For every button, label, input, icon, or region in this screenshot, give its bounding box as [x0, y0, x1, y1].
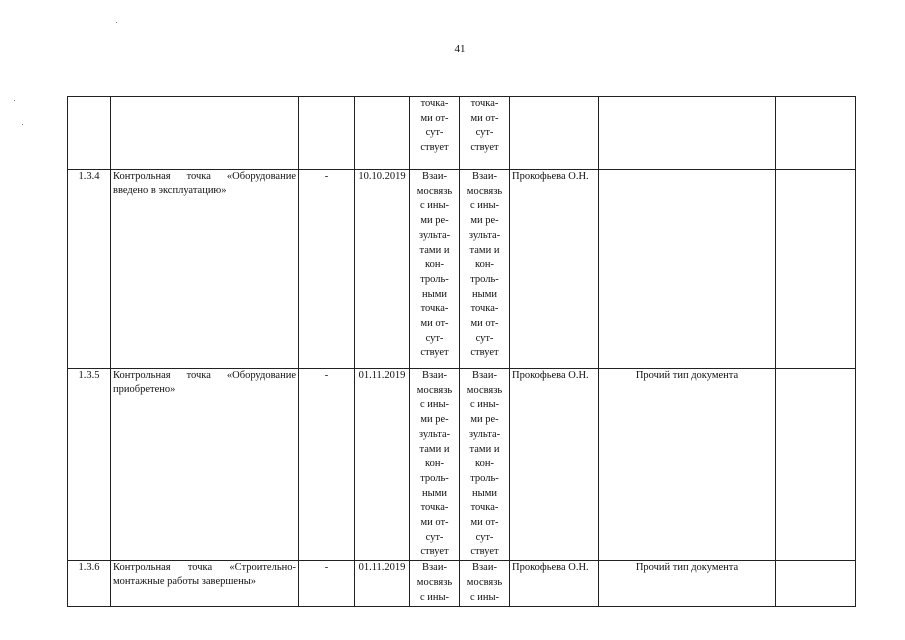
cell-line: троль- [420, 472, 449, 484]
cell-line: ми от- [470, 517, 499, 529]
dash-cell [299, 97, 355, 170]
cell-line: троль- [470, 472, 499, 484]
cell-line: сут- [425, 127, 444, 139]
responsible-cell: Прокофьева О.Н. [510, 369, 599, 561]
relation-cell-a [410, 369, 460, 561]
cell-line: ными [422, 288, 447, 300]
row-number-cell: 1.3.6 [68, 561, 111, 607]
document-type-cell: Прочий тип документа [599, 561, 776, 607]
dash-cell: - [299, 170, 355, 369]
cell-line: ствует [470, 546, 499, 558]
row-number-cell: 1.3.5 [68, 369, 111, 561]
empty-cell [776, 561, 856, 607]
cell-line: ми от- [420, 318, 449, 330]
cell-line: кон- [475, 259, 494, 271]
cell-line: точка- [470, 502, 499, 514]
table-row [68, 97, 856, 170]
cell-line: троль- [470, 273, 499, 285]
cell-line: точка- [470, 98, 499, 109]
row-number-cell [68, 97, 111, 170]
cell-line: мосвязь [466, 185, 503, 197]
cell-line: мосвязь [416, 384, 453, 396]
task-name-cell [111, 97, 299, 170]
cell-line: с ины- [469, 200, 500, 212]
relation-cell-b [460, 369, 510, 561]
cell-line: ми от- [470, 318, 499, 330]
date-cell [355, 97, 410, 170]
document-type-cell [599, 170, 776, 369]
cell-line: ствует [420, 546, 449, 558]
relation-cell-b [460, 97, 510, 170]
cell-line: ми ре- [420, 414, 449, 426]
cell-line: сут- [475, 332, 494, 344]
task-name-cell: Контрольная точка «Оборудование введено в эксплуатацию» [111, 170, 299, 369]
cell-line: сут- [425, 531, 444, 543]
cell-line: с ины- [419, 200, 450, 212]
cell-line: Взаи- [472, 171, 497, 182]
cell-line: мосвязь [416, 185, 453, 197]
empty-cell [776, 369, 856, 561]
cell-line: сут- [425, 332, 444, 344]
responsible-cell: Прокофьева О.Н. [510, 561, 599, 607]
table-row [68, 369, 856, 561]
cell-line: ствует [420, 142, 449, 154]
cell-line: ствует [470, 347, 499, 359]
cell-line: тами и [419, 244, 450, 256]
cell-line: с ины- [469, 399, 500, 411]
cell-line: зульта- [418, 229, 451, 241]
cell-line: зульта- [468, 428, 501, 440]
cell-line: Взаи- [422, 171, 447, 182]
cell-line: ми ре- [470, 414, 499, 426]
responsible-cell [510, 97, 599, 170]
empty-cell [776, 97, 856, 170]
responsible-cell: Прокофьева О.Н. [510, 170, 599, 369]
cell-line: мосвязь [466, 576, 503, 588]
cell-line: точка- [420, 98, 449, 109]
cell-line: сут- [475, 127, 494, 139]
cell-line: мосвязь [466, 384, 503, 396]
cell-line: троль- [420, 273, 449, 285]
cell-line: ствует [470, 142, 499, 154]
cell-line: ми от- [470, 112, 499, 124]
scan-speck [14, 100, 15, 101]
task-name-cell: Контрольная точка «Оборудование приобретено» [111, 369, 299, 561]
relation-cell-b [460, 170, 510, 369]
cell-line: кон- [425, 458, 444, 470]
document-type-cell: Прочий тип документа [599, 369, 776, 561]
cell-line: ми ре- [420, 215, 449, 227]
cell-line: ми ре- [470, 215, 499, 227]
cell-line: тами и [469, 443, 500, 455]
task-name-cell: Контрольная точка «Строительно-монтажные работы завершены» [111, 561, 299, 607]
cell-line: ными [472, 487, 497, 499]
plan-table [67, 96, 856, 607]
relation-cell-a [410, 170, 460, 369]
cell-line: зульта- [418, 428, 451, 440]
cell-line: точка- [420, 502, 449, 514]
cell-line: Взаи- [422, 562, 447, 574]
relation-cell-b [460, 561, 510, 607]
cell-line: ми от- [420, 517, 449, 529]
relation-cell-a [410, 97, 460, 170]
scan-speck [22, 124, 23, 125]
cell-line: сут- [475, 531, 494, 543]
cell-line: ными [422, 487, 447, 499]
dash-cell: - [299, 561, 355, 607]
document-type-cell [599, 97, 776, 170]
cell-line: с ины- [419, 591, 450, 603]
cell-line: зульта- [468, 229, 501, 241]
scan-speck [116, 22, 117, 23]
table-row [68, 561, 856, 607]
cell-line: Взаи- [472, 370, 497, 381]
cell-line: с ины- [469, 591, 500, 603]
cell-line: Взаи- [472, 562, 497, 574]
cell-line: мосвязь [416, 576, 453, 588]
cell-line: точка- [420, 303, 449, 315]
cell-line: Взаи- [422, 370, 447, 381]
cell-line: ствует [420, 347, 449, 359]
cell-line: тами и [469, 244, 500, 256]
dash-cell: - [299, 369, 355, 561]
table-row [68, 170, 856, 369]
cell-line: ными [472, 288, 497, 300]
cell-line: с ины- [419, 399, 450, 411]
date-cell: 01.11.2019 [355, 561, 410, 607]
row-number-cell: 1.3.4 [68, 170, 111, 369]
date-cell: 10.10.2019 [355, 170, 410, 369]
date-cell: 01.11.2019 [355, 369, 410, 561]
cell-line: кон- [475, 458, 494, 470]
cell-line: ми от- [420, 112, 449, 124]
cell-line: тами и [419, 443, 450, 455]
page-number: 41 [454, 43, 466, 55]
cell-line: кон- [425, 259, 444, 271]
empty-cell [776, 170, 856, 369]
relation-cell-a [410, 561, 460, 607]
cell-line: точка- [470, 303, 499, 315]
